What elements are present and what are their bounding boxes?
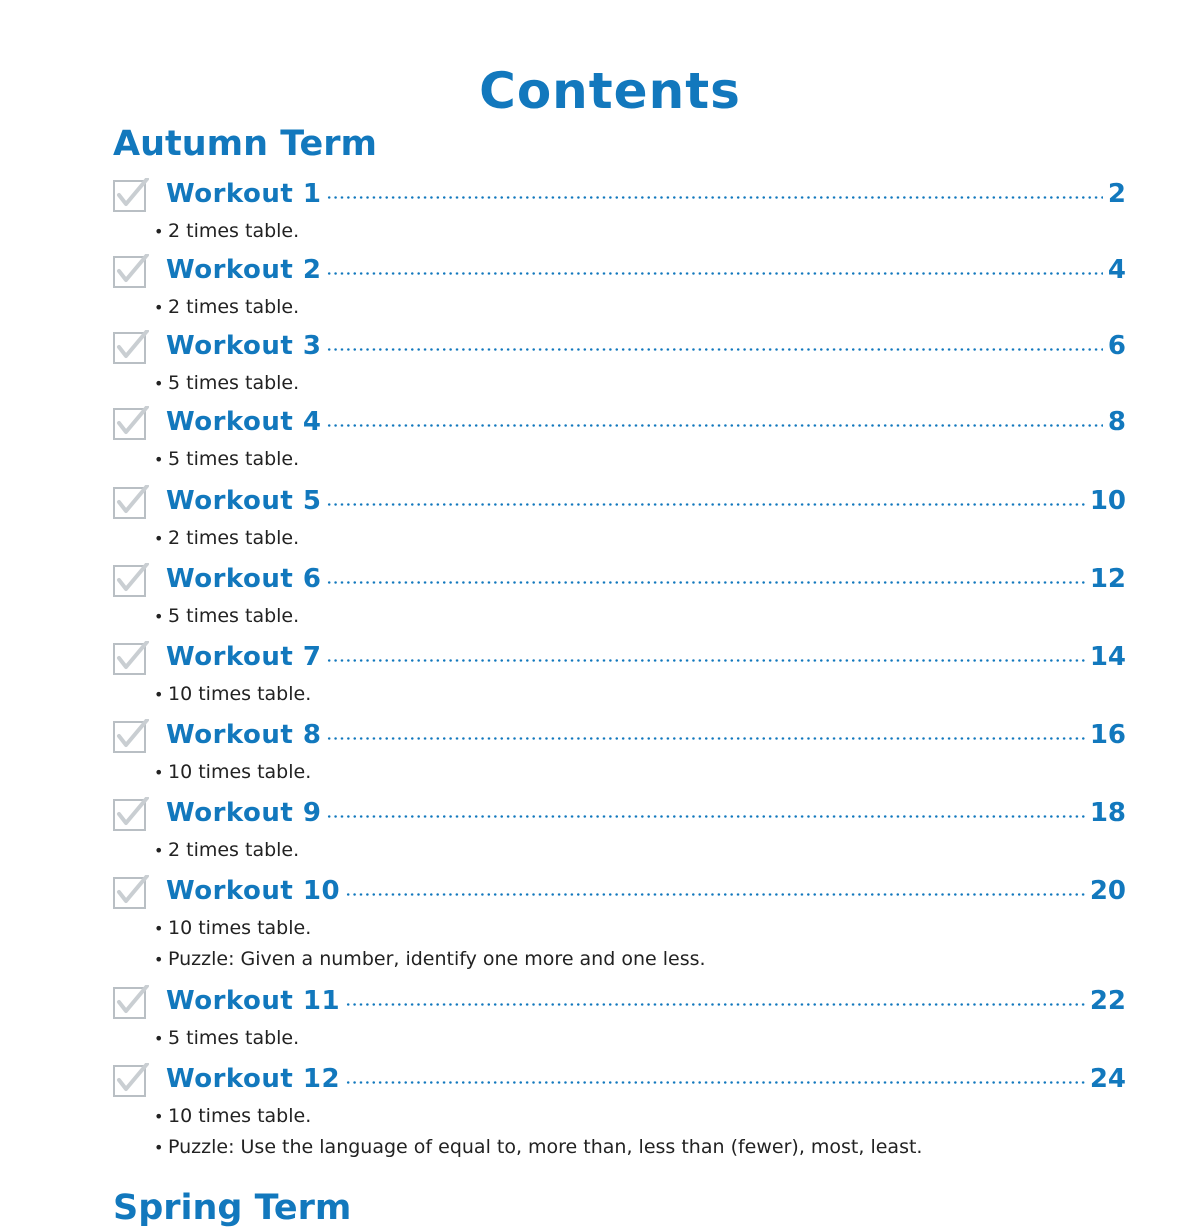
entry-heading-line xyxy=(166,793,1126,833)
dot-leader xyxy=(326,737,1084,740)
dot-leader xyxy=(326,272,1102,275)
workout-notes xyxy=(154,1101,922,1163)
checkbox-tick-icon[interactable] xyxy=(113,797,145,829)
page-number: 22 xyxy=(1089,986,1126,1016)
dot-leader xyxy=(326,815,1084,818)
checkbox-tick-icon[interactable] xyxy=(113,406,145,438)
note-text: 2 times table. xyxy=(168,527,300,549)
dot-leader xyxy=(326,581,1084,584)
workout-notes xyxy=(154,913,706,975)
checkbox-tick-icon[interactable] xyxy=(113,1063,145,1095)
entry-heading-line xyxy=(166,981,1126,1021)
note-text: 5 times table. xyxy=(168,605,300,627)
page-number: 14 xyxy=(1089,642,1126,672)
workout-note xyxy=(154,216,299,247)
checkbox-tick-icon[interactable] xyxy=(113,563,145,595)
workout-title: Workout 3 xyxy=(166,331,322,361)
workout-title: Workout 6 xyxy=(166,564,322,594)
checkbox-tick-icon[interactable] xyxy=(113,254,145,286)
bullet-icon: • xyxy=(154,841,164,860)
dot-leader xyxy=(326,659,1084,662)
note-text: Puzzle: Use the language of equal to, more than, less than (fewer), most, least. xyxy=(168,1136,923,1158)
entry-heading-line xyxy=(166,715,1126,755)
bullet-icon: • xyxy=(154,1107,164,1126)
page-number: 8 xyxy=(1107,407,1126,437)
dot-leader xyxy=(326,503,1084,506)
workout-note xyxy=(154,444,299,475)
bullet-icon: • xyxy=(154,950,164,969)
page-number: 12 xyxy=(1089,564,1126,594)
checkbox-tick-icon[interactable] xyxy=(113,641,145,673)
workout-note xyxy=(154,1023,299,1054)
page-number: 16 xyxy=(1089,720,1126,750)
note-text: 10 times table. xyxy=(168,761,312,783)
workout-notes xyxy=(154,444,299,475)
workout-note xyxy=(154,1132,922,1163)
workout-note xyxy=(154,368,299,399)
checkbox-tick-icon[interactable] xyxy=(113,719,145,751)
entry-heading-line xyxy=(166,559,1126,599)
note-text: 5 times table. xyxy=(168,448,300,470)
page-number: 18 xyxy=(1089,798,1126,828)
note-text: 10 times table. xyxy=(168,1105,312,1127)
workout-title: Workout 5 xyxy=(166,486,322,516)
dot-leader xyxy=(326,196,1102,199)
checkbox-tick-icon[interactable] xyxy=(113,485,145,517)
workout-notes xyxy=(154,1023,299,1054)
workout-note xyxy=(154,1101,922,1132)
bullet-icon: • xyxy=(154,1029,164,1048)
workout-note xyxy=(154,835,299,866)
workout-notes xyxy=(154,835,299,866)
note-text: 10 times table. xyxy=(168,683,312,705)
dot-leader xyxy=(345,893,1085,896)
entry-heading-line xyxy=(166,637,1126,677)
section-heading-spring-term: Spring Term xyxy=(113,1188,352,1228)
bullet-icon: • xyxy=(154,450,164,469)
entry-heading-line xyxy=(166,871,1126,911)
workout-notes xyxy=(154,368,299,399)
bullet-icon: • xyxy=(154,1138,164,1157)
bullet-icon: • xyxy=(154,529,164,548)
bullet-icon: • xyxy=(154,374,164,393)
bullet-icon: • xyxy=(154,298,164,317)
checkbox-tick-icon[interactable] xyxy=(113,985,145,1017)
workout-notes xyxy=(154,601,299,632)
note-text: 5 times table. xyxy=(168,1027,300,1049)
workout-title: Workout 1 xyxy=(166,179,322,209)
entry-heading-line xyxy=(166,250,1126,290)
dot-leader xyxy=(326,424,1102,427)
workout-note xyxy=(154,601,299,632)
workout-note xyxy=(154,523,299,554)
page-title: Contents xyxy=(479,62,741,120)
entry-heading-line xyxy=(166,1059,1126,1099)
workout-note xyxy=(154,913,706,944)
bullet-icon: • xyxy=(154,919,164,938)
workout-notes xyxy=(154,523,299,554)
note-text: Puzzle: Given a number, identify one more and one less. xyxy=(168,948,706,970)
note-text: 2 times table. xyxy=(168,296,300,318)
note-text: 2 times table. xyxy=(168,839,300,861)
workout-title: Workout 2 xyxy=(166,255,322,285)
workout-note xyxy=(154,292,299,323)
section-heading-autumn-term: Autumn Term xyxy=(113,124,377,164)
workout-title: Workout 9 xyxy=(166,798,322,828)
page-number: 4 xyxy=(1107,255,1126,285)
workout-note xyxy=(154,944,706,975)
workout-title: Workout 7 xyxy=(166,642,322,672)
checkbox-tick-icon[interactable] xyxy=(113,330,145,362)
page-number: 10 xyxy=(1089,486,1126,516)
workout-notes xyxy=(154,216,299,247)
workout-title: Workout 8 xyxy=(166,720,322,750)
note-text: 10 times table. xyxy=(168,917,312,939)
bullet-icon: • xyxy=(154,222,164,241)
entry-heading-line xyxy=(166,174,1126,214)
page-number: 2 xyxy=(1107,179,1126,209)
dot-leader xyxy=(326,348,1102,351)
bullet-icon: • xyxy=(154,763,164,782)
bullet-icon: • xyxy=(154,685,164,704)
entry-heading-line xyxy=(166,326,1126,366)
entry-heading-line xyxy=(166,402,1126,442)
entry-heading-line xyxy=(166,481,1126,521)
note-text: 5 times table. xyxy=(168,372,300,394)
page-number: 24 xyxy=(1089,1064,1126,1094)
workout-note xyxy=(154,679,311,710)
workout-note xyxy=(154,757,311,788)
checkbox-tick-icon[interactable] xyxy=(113,178,145,210)
workout-notes xyxy=(154,292,299,323)
workout-notes xyxy=(154,679,311,710)
workout-notes xyxy=(154,757,311,788)
page-number: 20 xyxy=(1089,876,1126,906)
workout-title: Workout 11 xyxy=(166,986,341,1016)
checkbox-tick-icon[interactable] xyxy=(113,875,145,907)
dot-leader xyxy=(345,1003,1085,1006)
bullet-icon: • xyxy=(154,607,164,626)
dot-leader xyxy=(345,1081,1085,1084)
page-number: 6 xyxy=(1107,331,1126,361)
note-text: 2 times table. xyxy=(168,220,300,242)
workout-title: Workout 4 xyxy=(166,407,322,437)
workout-title: Workout 12 xyxy=(166,1064,341,1094)
workout-title: Workout 10 xyxy=(166,876,341,906)
